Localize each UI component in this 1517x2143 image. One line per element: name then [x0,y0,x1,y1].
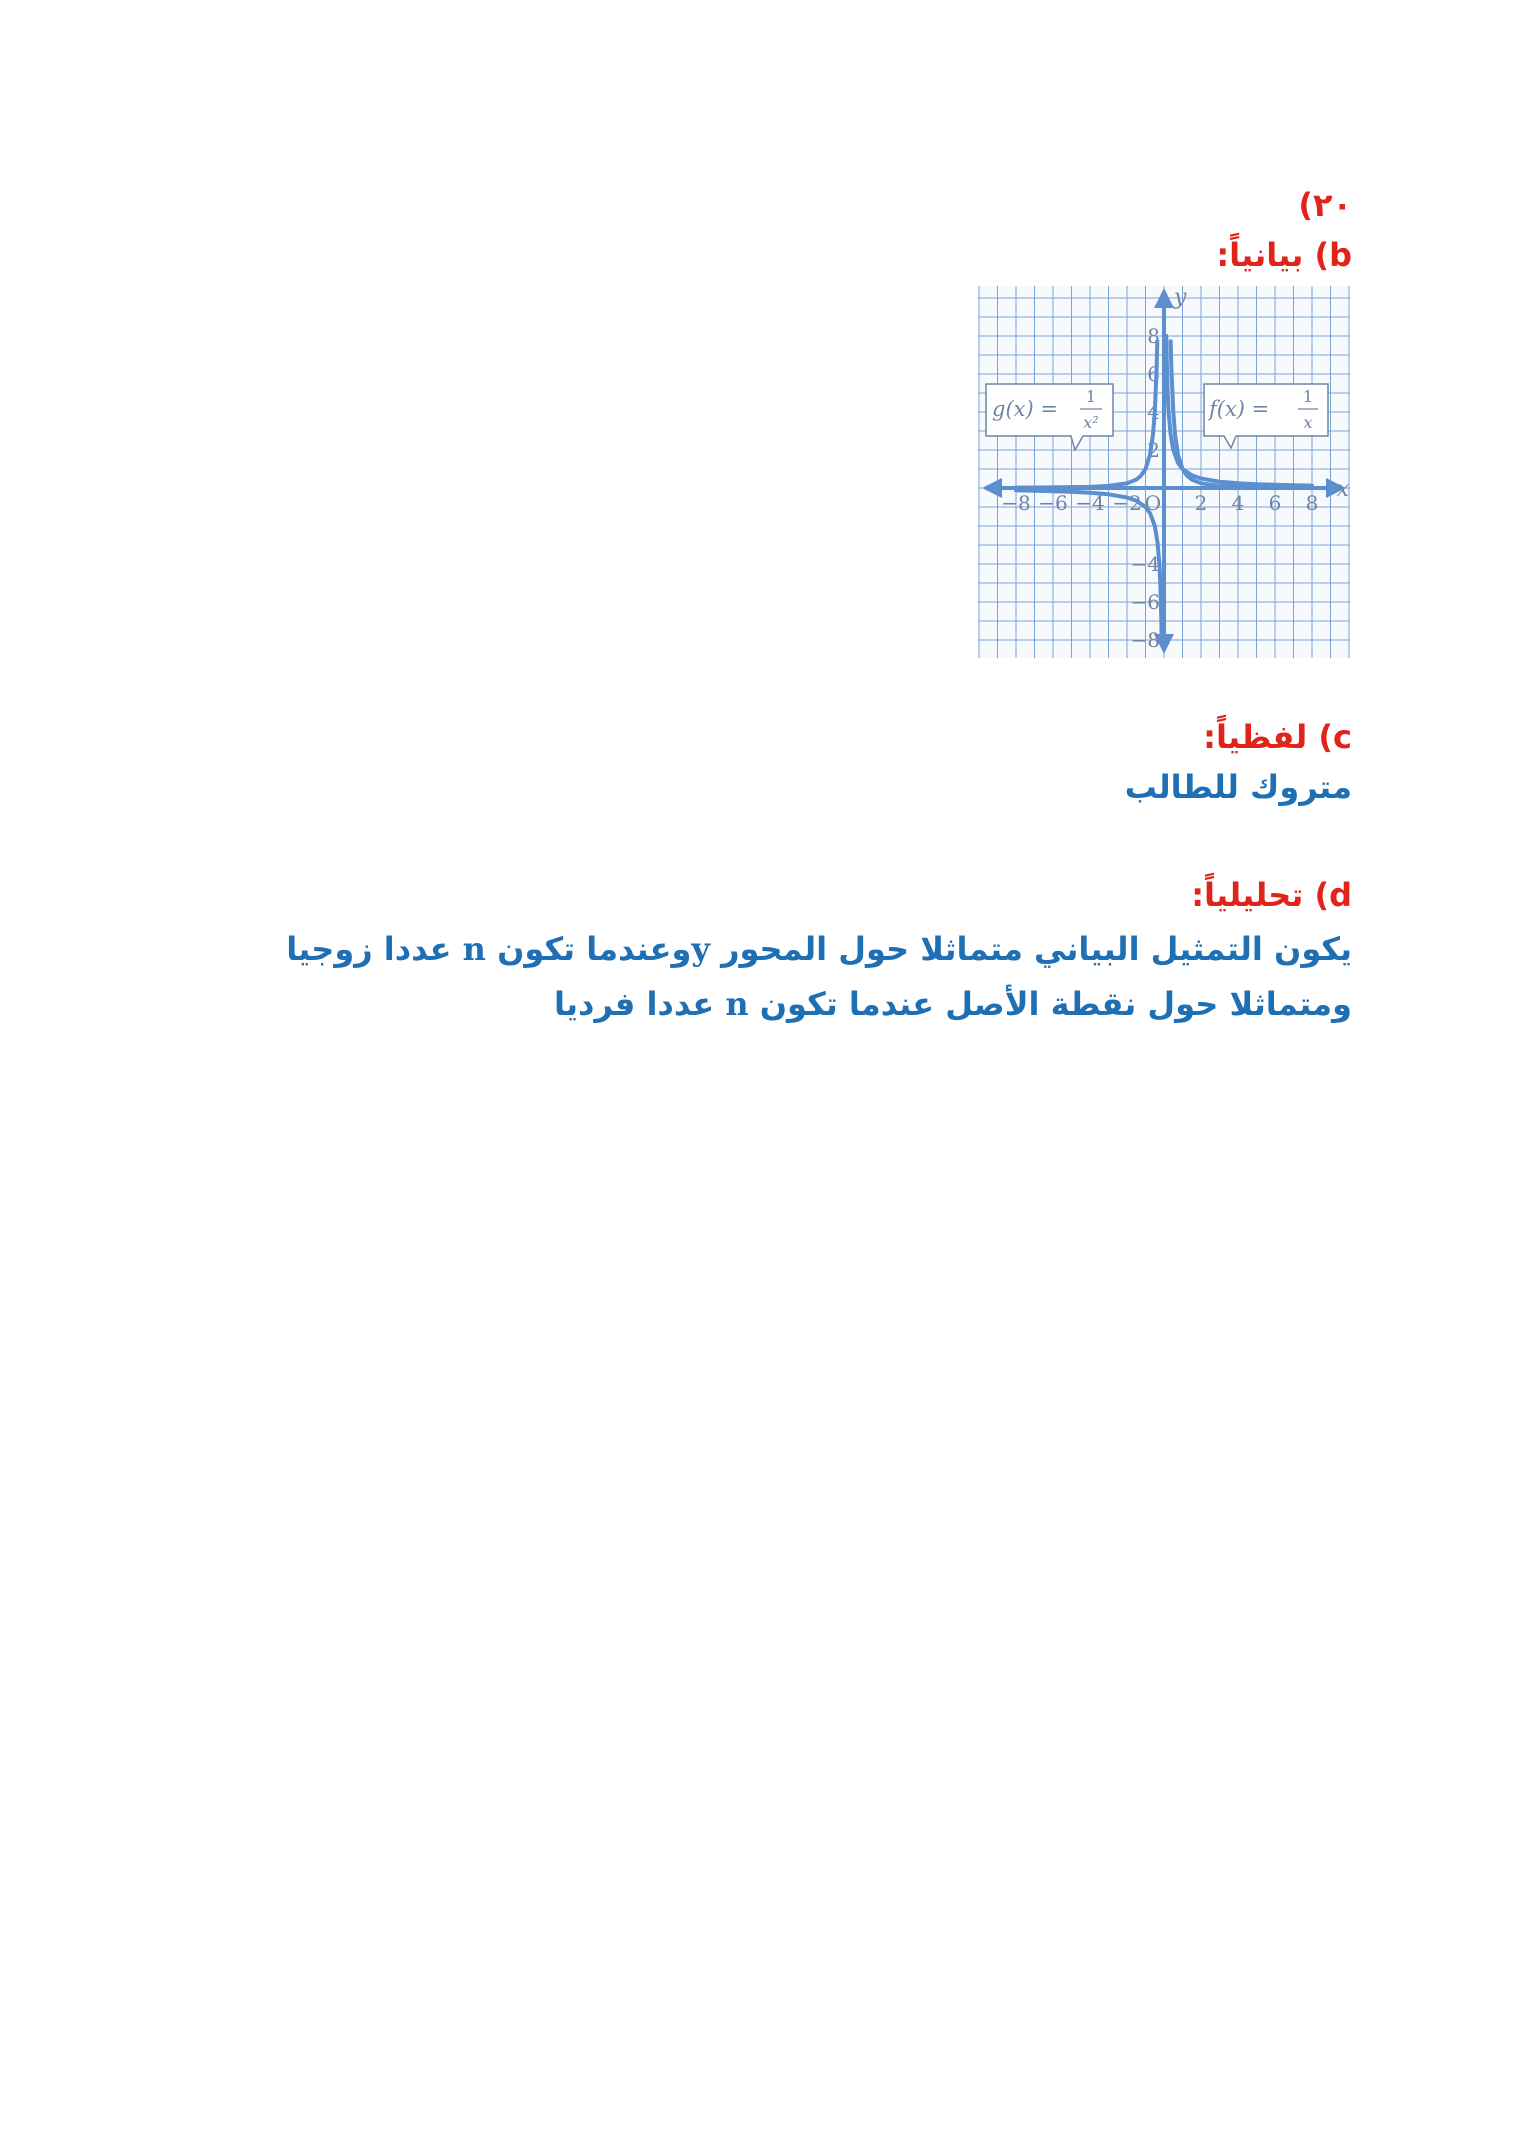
y-tick-label: 2 [1147,438,1160,462]
y-tick-label: −4 [1130,552,1160,576]
x-tick-label: −4 [1075,491,1105,515]
x-tick-label: 6 [1268,491,1282,515]
part-b-letter: b) [1314,236,1352,274]
part-d-label: تحليلياً: [1191,876,1304,914]
part-c-label: لفظياً: [1203,718,1308,756]
y-axis-label: y [1174,286,1187,310]
y-tick-label: −6 [1130,590,1160,614]
y-tick-label: −8 [1130,628,1160,652]
g-label-numerator: 1 [1085,387,1097,406]
part-c-text: متروك للطالب [1124,768,1352,806]
x-tick-label: 8 [1305,491,1319,515]
y-tick-label: 6 [1147,362,1160,386]
y-tick-label: 4 [1147,400,1160,424]
n-variable: n [725,985,749,1023]
f-label-denominator: x [1303,413,1313,432]
g-label-lhs: g(x) = [992,397,1058,421]
question-number: ٢٠) [1298,186,1352,224]
f-label-lhs: f(x) = [1209,397,1270,421]
part-d-line-1: يكون التمثيل البياني متماثلا حول المحور yوعندما تكون n عددا زوجيا [286,930,1352,968]
x-tick-label: 2 [1194,491,1208,515]
y-variable: y [691,930,710,968]
x-tick-label: −2 [1112,491,1142,515]
y-tick-label: 8 [1147,324,1160,348]
part-b-label: بيانياً: [1216,236,1304,274]
part-c-heading [1203,718,1352,756]
part-b-heading [1216,236,1352,274]
part-d-line-2: ومتماثلا حول نقطة الأصل عندما تكون n عددا فرديا [553,985,1352,1023]
reciprocal-functions-graph [978,286,1350,658]
part-d-letter: d) [1314,876,1352,914]
x-tick-label: −8 [1001,491,1031,515]
f-label-numerator: 1 [1302,387,1314,406]
n-variable: n [462,930,486,968]
x-tick-label: −6 [1038,491,1068,515]
x-tick-label: 4 [1231,491,1245,515]
part-c-letter: c) [1318,718,1352,756]
part-d-heading [1191,876,1352,914]
x-tick-label: O [1144,491,1162,515]
g-label-denominator: x² [1083,413,1099,432]
x-axis-label: x [1336,477,1349,502]
